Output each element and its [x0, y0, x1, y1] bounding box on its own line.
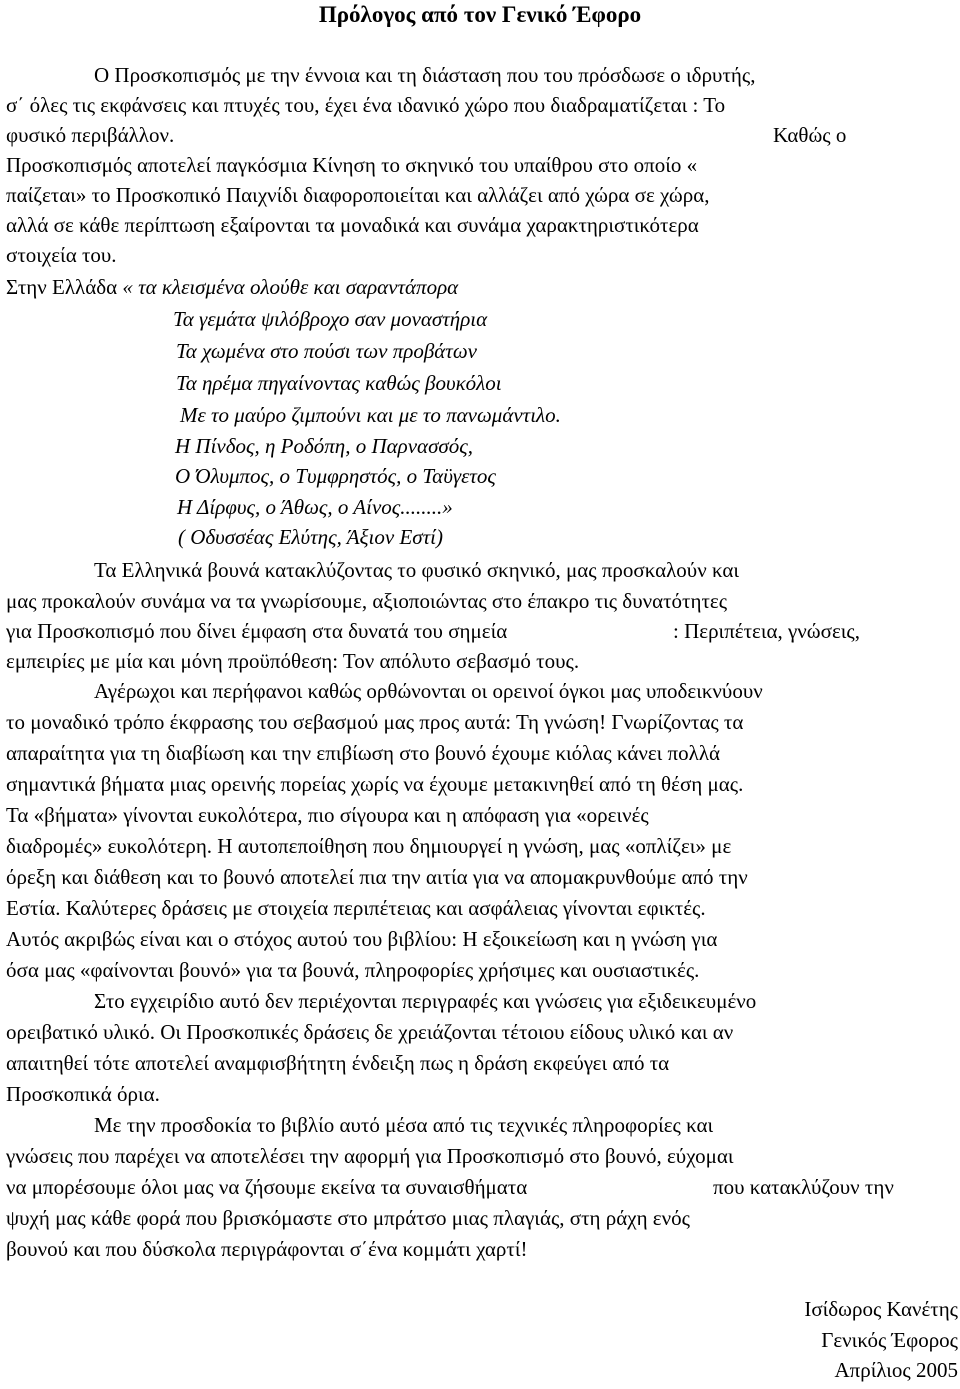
- text-line: σ΄ όλες τις εκφάνσεις και πτυχές του, έχει ένα ιδανικό χώρο που διαδραματίζεται : Το: [6, 93, 726, 117]
- text-line: όσα μας «φαίνονται βουνό» για τα βουνά, πληροφορίες χρήσιμες και ουσιαστικές.: [6, 958, 700, 982]
- poem-line: Τα χωμένα στο πούσι των προβάτων: [176, 339, 477, 363]
- text-line: όρεξη και διάθεση και το βουνό αποτελεί πια την αιτία για να απομακρυνθούμε από την: [6, 865, 748, 889]
- text-line: Καθώς ο: [773, 123, 847, 147]
- text-line: για Προσκοπισμό που δίνει έμφαση στα δυνατά του σημεία: [6, 619, 508, 643]
- poem-line: Τα ηρέμα πηγαίνοντας καθώς βουκόλοι: [176, 371, 502, 395]
- poem-line: Τα γεμάτα ψιλόβροχο σαν μοναστήρια: [173, 307, 488, 331]
- text-line: Αγέρωχοι και περήφανοι καθώς ορθώνονται οι ορεινοί όγκοι μας υποδεικνύουν: [94, 679, 763, 703]
- text-line: μας προκαλούν συνάμα να τα γνωρίσουμε, αξιοποιώντας στο έπακρο τις δυνατότητες: [6, 589, 728, 613]
- page-title: Πρόλογος από τον Γενικό Έφορο: [318, 2, 642, 27]
- text-line: σημαντικά βήματα μιας ορεινής πορείας χωρίς να έχουμε μετακινηθεί από τη θέση μας.: [6, 772, 744, 796]
- poem-line: Η Πίνδος, η Ροδόπη, ο Παρνασσός,: [175, 434, 474, 458]
- text-line: που κατακλύζουν την: [713, 1175, 894, 1199]
- poem-line: « τα κλεισμένα ολούθε και σαραντάπορα: [122, 275, 459, 299]
- signature-role: Γενικός Έφορος: [821, 1328, 958, 1352]
- text-line: απαιτηθεί τότε αποτελεί αναμφισβήτητη ένδειξη πως η δράση εκφεύγει από τα: [6, 1051, 670, 1075]
- text-line: Προσκοπισμός αποτελεί παγκόσμια Κίνηση το σκηνικό του υπαίθρου στο οποίο «: [6, 153, 698, 177]
- text-line: να μπορέσουμε όλοι μας να ζήσουμε εκείνα τα συναισθήματα: [6, 1175, 528, 1199]
- text-line: Προσκοπικά όρια.: [6, 1082, 160, 1106]
- text-line: απαραίτητα για τη διαβίωση και την επιβίωση στο βουνό έχουμε κιόλας κάνει πολλά: [6, 741, 721, 765]
- text-line: Στο εγχειρίδιο αυτό δεν περιέχονται περιγραφές και γνώσεις για εξιδεικευμένο: [94, 989, 757, 1013]
- poem-line: Η Δίρφυς, ο Άθως, ο Αίνος........»: [177, 495, 453, 519]
- text-line: Με την προσδοκία το βιβλίο αυτό μέσα από τις τεχνικές πληροφορίες και: [94, 1113, 714, 1137]
- text-line: Αυτός ακριβώς είναι και ο στόχος αυτού του βιβλίου: Η εξοικείωση και η γνώση για: [6, 927, 718, 951]
- signature-date: Απρίλιος 2005: [834, 1358, 958, 1382]
- text-line: διαδρομές» ευκολότερη. Η αυτοπεποίθηση που δημιουργεί η γνώση, μας «οπλίζει» με: [6, 834, 732, 858]
- poem-line: Με το μαύρο ζιμπούνι και με το πανωμάντιλο.: [180, 403, 561, 427]
- text-line: παίζεται» το Προσκοπικό Παιχνίδι διαφοροποιείται και αλλάζει από χώρα σε χώρα,: [6, 183, 710, 207]
- text-line: ορειβατικό υλικό. Οι Προσκοπικές δράσεις δε χρειάζονται τέτοιου είδους υλικό και αν: [6, 1020, 734, 1044]
- text-line: Εστία. Καλύτερες δράσεις με στοιχεία περιπέτειας και ασφάλειας γίνονται εφικτές.: [6, 896, 706, 920]
- text-line: φυσικό περιβάλλον.: [6, 123, 175, 147]
- signature-name: Ισίδωρος Κανέτης: [804, 1297, 958, 1321]
- text-line: γνώσεις που παρέχει να αποτελέσει την αφορμή για Προσκοπισμό στο βουνό, εύχομαι: [6, 1144, 734, 1168]
- poem-intro: [6, 272, 458, 302]
- text-line: Τα Ελληνικά βουνά κατακλύζοντας το φυσικό σκηνικό, μας προσκαλούν και: [94, 558, 739, 582]
- text-line: : Περιπέτεια, γνώσεις,: [673, 619, 860, 643]
- text-line: το μοναδικό τρόπο έκφρασης του σεβασμού μας προς αυτά: Τη γνώση! Γνωρίζοντας τα: [6, 710, 744, 734]
- text-line: αλλά σε κάθε περίπτωση εξαίρονται τα μοναδικά και συνάμα χαρακτηριστικότερα: [6, 213, 699, 237]
- text-line: βουνού και που δύσκολα περιγράφονται σ΄ένα κομμάτι χαρτί!: [6, 1237, 528, 1261]
- text-line: στοιχεία του.: [6, 243, 117, 267]
- text-line: Ο Προσκοπισμός με την έννοια και τη διάσταση που του πρόσδωσε ο ιδρυτής,: [94, 63, 756, 87]
- poem-intro-text: Στην Ελλάδα: [6, 275, 118, 299]
- poem-line: Ο Όλυμπος, ο Τυμφρηστός, ο Ταϋγετος: [175, 464, 496, 488]
- text-line: Τα «βήματα» γίνονται ευκολότερα, πιο σίγουρα και η απόφαση για «ορεινές: [6, 803, 649, 827]
- text-line: ψυχή μας κάθε φορά που βρισκόμαστε στο μπράτσο μιας πλαγιάς, στη ράχη ενός: [6, 1206, 690, 1230]
- poem-citation: ( Οδυσσέας Ελύτης, Άξιον Εστί): [178, 525, 443, 549]
- text-line: εμπειρίες με μία και μόνη προϋπόθεση: Τον απόλυτο σεβασμό τους.: [6, 649, 580, 673]
